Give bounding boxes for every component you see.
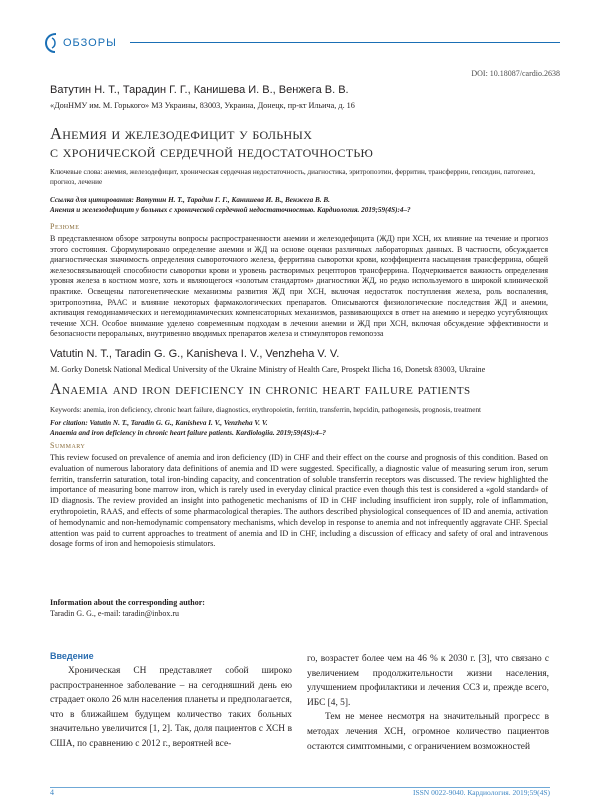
abstract-ru: В представленном обзоре затронуты вопросы распространенности анемии и железодефицита (ЖД) при ХСН, их влияние на течение и прогноз этого состояния. Сформулировано определение анемии и ЖД на основе оценки различных лабораторных данных. В частности, обсуждается диагностическая значимость определения сывороточного железа, ферритина сыворотки крови, коэффициента насыщения трансферрина, общей железосвязывающей способности сыворотки крови и уровень растворимых рецепторов трансферрина. Подчеркивается важность определения уровня железа в костном мозге, хоть и являющегося «золотым стандартом» диагностики ЖД, но редко используемого в широкой клинической практике. Освещены патогенетические механизмы развития ЖД при ХСН, включая недостаток поступления железа, роль воспаления, эритропоэтина, РААС и влияние некоторых фармакологических препаратов. Описываются физиологические последствия ЖД и анемии, активация гемодинамических и негемодинамических компенсаторных механизмов, развивающихся в ответ на анемию и нередко усугубляющих течение ХСН. Особое внимание уделено современным подходам в лечении анемии и ЖД при ХСН, включая обсуждение эффективности и безопасности пероральных, внутривенно вводимых препаратов железа и стимуляторов гемопоэза: [50, 234, 548, 339]
keywords-ru: Ключевые слова: анемия, железодефицит, хроническая сердечная недостаточность, диагностика, эритропоэтин, ферритин, трансферрин, гепсидин, патогенез, прогноз, лечение: [50, 168, 536, 186]
journal-logo-icon: [43, 32, 61, 54]
abstract-en: This review focused on prevalence of anemia and iron deficiency (ID) in CHF and their effect on the course and prognosis of this condition. Based on evaluation of numerous laboratory data definitions of anemia and ID were suggested. Specifically, a diagnostic value of measuring serum iron, serum ferritin, transferrin saturation, total iron-binding capacity, and concentration of soluble transferrin receptors was discussed. The review highlighted the importance of measuring bone marrow iron, which is rarely used in everyday clinical practice even though this test is considered a «gold standard» of ID diagnosis. The review provided an insight into pathogenetic mechanisms of ID in CHF including insufficient iron supply, role of inflammation, erythropoietin, RAAS, and effects of some pharmacological therapies. The authors described physiological consequences of ID and anemia, activation of hemodynamic and non-hemodynamic compensatory mechanisms, which develop in response to anemia and not infrequently aggravate CHF. Special attention was paid to current approaches to treatment of anemia and ID in CHF, including a discussion of efficacy and safety of oral and intravenous dosage forms of iron and hemopoiesis stimulators.: [50, 453, 548, 549]
citation-ru-line1: Ссылка для цитирования: Ватутин Н. Т., Тарадин Г. Г., Канишева И. В., Венжега В. В.: [50, 196, 330, 204]
title-ru: [50, 125, 550, 161]
body-column-left: Хроническая СН представляет собой широко распространенное заболевание – на сегодняшний день ею страдает около 26 млн населения планеты и предполагается, что в ближайшем будущем количество таких больных значительно увеличится [1, 2]. Так, доля пациентов с ХСН в США, по сравнению с 2012 г., вероятней все-: [50, 666, 292, 749]
intro-heading: Введение: [50, 651, 94, 661]
citation-en-line2: Anaemia and iron deficiency in chronic heart failure patients. Kardiologiia. 2019;59(4S):4–?: [50, 429, 326, 437]
keywords-en: Keywords: anemia, iron deficiency, chronic heart failure, diagnostics, erythropoietin, ferritin, transferrin, hepcidin, pathogenesis, prognosis, treatment: [50, 406, 482, 414]
header-rule: [130, 42, 560, 43]
journal-citation: ISSN 0022-9040. Кардиология. 2019;59(4S): [412, 788, 550, 797]
corresponding-author-contact[interactable]: Taradin G. G., e-mail: taradin@inbox.ru: [50, 609, 179, 618]
section-logo: [43, 32, 117, 54]
summary-en-label: Summary: [50, 441, 86, 450]
affiliation-en: M. Gorky Donetsk National Medical University of the Ukraine Ministry of Health Care, Prospekt Ilicha 16, Donetsk 83003, Ukraine: [50, 365, 486, 374]
corresponding-author-title: Information about the corresponding author:: [50, 598, 205, 607]
citation-en-line1: For citation: Vatutin N. T., Taradin G. G., Kanisheva I. V., Venzheha V. V.: [50, 419, 268, 427]
authors-en: Vatutin N. T., Taradin G. G., Kanisheva I. V., Venzheha V. V.: [50, 348, 340, 360]
section-label: ОБЗОРЫ: [63, 37, 117, 49]
title-en: Anaemia and iron deficiency in chronic heart failure patients: [50, 381, 471, 398]
summary-ru-label: Резюме: [50, 222, 80, 231]
affiliation-ru: «ДонНМУ им. М. Горького» МЗ Украины, 83003, Украина, Донецк, пр-кт Ильича, д. 16: [50, 101, 355, 110]
authors-ru: Ватутин Н. Т., Тарадин Г. Г., Канишева И. В., Венжега В. В.: [50, 84, 349, 96]
body-column-right: [307, 652, 549, 754]
doi[interactable]: DOI: 10.18087/cardio.2638: [471, 69, 560, 78]
page-number: 4: [50, 788, 54, 797]
body-paragraph: го, возрастет более чем на 46 % к 2030 г. [3], что связано с увеличением продолжительности жизни населения, улучшением профилактики и лечения ССЗ и, прежде всего, ИБС [4, 5].: [307, 654, 549, 708]
title-ru-line1: Анемия и железодефицит у больных: [50, 124, 313, 143]
title-ru-line2: с хронической сердечной недостаточностью: [50, 142, 374, 161]
body-paragraph: Тем не менее несмотря на значительный прогресс в методах лечения ХСН, огромное количество пациентов остаются симптомными, с ограничением возможностей: [307, 712, 549, 752]
citation-ru-line2: Анемия и железодефицит у больных с хронической сердечной недостаточностью. Кардиология. 2019;59(4S):4–?: [50, 206, 411, 214]
citation-en: [50, 418, 326, 438]
